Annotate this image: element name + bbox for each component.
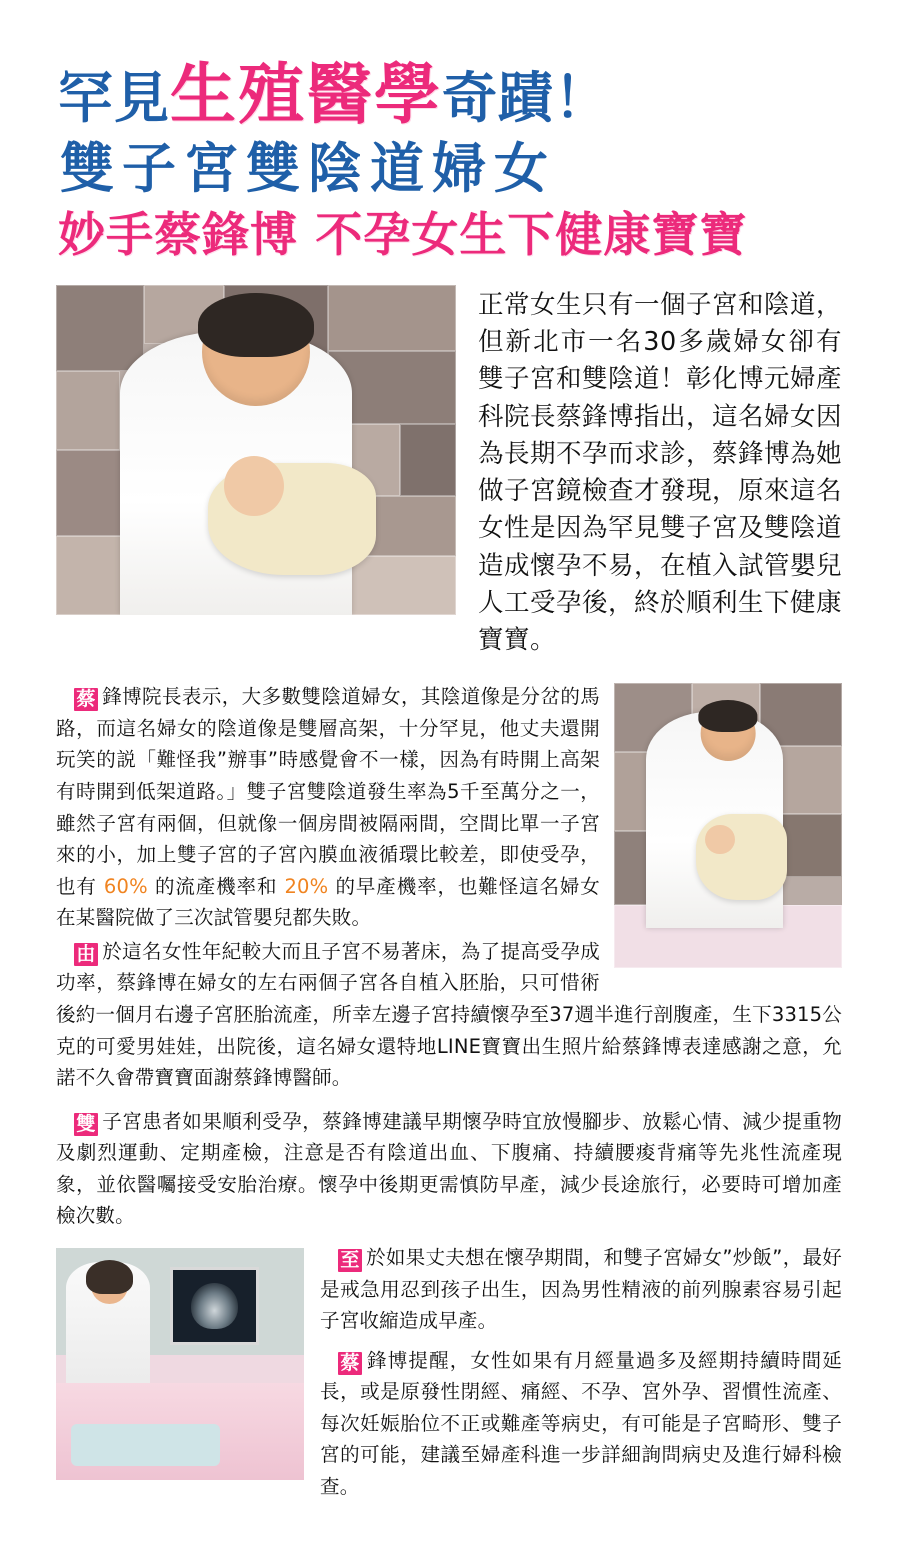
paragraph-1-text-b: 的流產機率和 [147,874,285,898]
headline-line1-highlight: 生殖醫學 [170,56,443,133]
ultrasound-monitor [170,1267,259,1346]
paragraph-4-text: 於如果丈夫想在懷孕期間，和雙子宮婦女”炒飯”，最好是戒急用忍到孩子出生，因為男性精液的前列腺素容易引起子宮收縮造成早產。 [320,1246,842,1333]
headline-block [56,0,842,263]
headline-line-1 [58,56,842,133]
dropcap-5: 蔡 [338,1352,362,1375]
doctor-hair [198,293,314,357]
intro-paragraph: 正常女生只有一個子宮和陰道，但新北市一名30多歲婦女卻有雙子宮和雙陰道！彰化博元婦產科院長蔡鋒博指出，這名婦女因為長期不孕而求診，蔡鋒博為她做子宮鏡檢查才發現，原來這名女性是因為罕見雙子宮及雙陰道造成懷孕不易，在植入試管嬰兒人工受孕後，終於順利生下健康寶寶。 [478,290,843,655]
highlight-miscarriage-rate: 60% [103,874,148,898]
doctor-holding-baby-photo [56,285,456,615]
doctor-hair-2 [698,700,757,732]
section-with-left-photo [56,1242,842,1505]
baby-face [224,456,284,516]
doctor-female-hair [86,1260,133,1295]
lead-section [56,285,842,659]
highlight-preterm-rate: 20% [284,874,329,898]
paragraph-1-text-c: 的早產機率，也難怪這名婦女在某醫院做了三次試管嬰兒都失敗。 [56,874,600,930]
paragraph-5-text: 鋒博提醒，女性如果有月經量過多及經期持續時間延長，或是原發性閉經、痛經、不孕、宮外孕、習慣性流產、每次妊娠胎位不正或難產等病史，有可能是子宮畸形、雙子宮的可能，建議至婦產科進一步詳細詢問病史及進行婦科檢查。 [320,1348,842,1499]
doctor-with-newborn-photo [614,683,842,968]
dropcap-1: 蔡 [74,688,98,711]
headline-line-2: 雙子宮雙陰道婦女 [60,137,556,200]
headline-line1-suffix: 奇蹟！ [442,66,611,130]
headline-line-3: 妙手蔡鋒博 不孕女生下健康寶寶 [58,208,748,263]
surgical-drape [71,1424,220,1466]
section-with-right-photo [56,681,842,1096]
headline-line1-prefix: 罕見 [58,66,171,130]
paragraph-2-text: 於這名女性年紀較大而且子宮不易著床，為了提高受孕成功率，蔡鋒博在婦女的左右兩個子宮各自植入胚胎，只可惜術後約一個月右邊子宮胚胎流產，所幸左邊子宮持續懷孕至37週半進行剖腹產，生下3315公克的可愛男娃娃，出院後，這名婦女還特地LINE寶寶出生照片給蔡鋒博表達感謝之意，允諾不久會帶寶寶面謝蔡鋒博醫師。 [56,939,842,1090]
dropcap-2: 由 [74,943,98,966]
dropcap-3: 雙 [74,1113,98,1136]
paragraph-1-text-a: 鋒博院長表示，大多數雙陰道婦女，其陰道像是分岔的馬路，而這名婦女的陰道像是雙層高架，十分罕見，他丈夫還開玩笑的説「難怪我”辦事”時感覺會不一樣，因為有時開上高架有時開到低架道路。」雙子宮雙陰道發生率為5千至萬分之一，雖然子宮有兩個，但就像一個房間被隔兩間，空間比單一子宮來的小，加上雙子宮的子宮內膜血液循環比較差，即使受孕，也有 [56,685,600,898]
paragraph-3 [56,1106,842,1232]
baby-face-2 [705,825,735,855]
ultrasound-examination-photo [56,1248,304,1480]
paragraph-3-text: 子宮患者如果順利受孕，蔡鋒博建議早期懷孕時宜放慢腳步、放鬆心情、減少提重物及劇烈運動、定期產檢，注意是否有陰道出血、下腹痛、持續腰痠背痛等先兆性流產現象，並依醫囑接受安胎治療。懷孕中後期更需慎防早產，減少長途旅行，必要時可增加產檢次數。 [56,1109,842,1228]
article-body [56,681,842,1504]
dropcap-4: 至 [338,1249,362,1272]
